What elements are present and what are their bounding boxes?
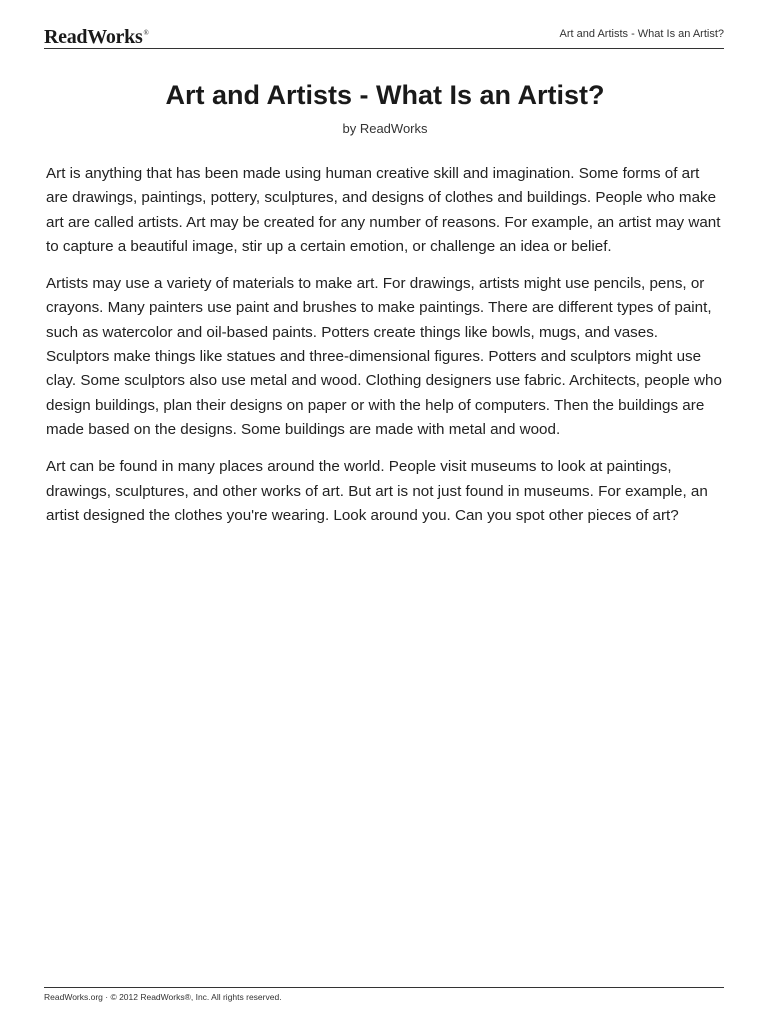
logo-text: ReadWorks xyxy=(44,26,143,48)
article-byline: by ReadWorks xyxy=(342,121,428,136)
page-footer xyxy=(44,987,724,1002)
readworks-logo xyxy=(44,26,148,49)
page-header xyxy=(44,22,724,49)
copyright-notice: ReadWorks.org · © 2012 ReadWorks®, Inc. All rights reserved. xyxy=(44,992,282,1002)
article-body xyxy=(46,162,724,541)
paragraph-1: Art is anything that has been made using human creative skill and imagination. Some forms of art are drawings, paintings, pottery, sculptures, and designs of clothes and buildings. People who make art are called artists. Art may be created for any number of reasons. For example, an artist may want to capture a beautiful image, stir up a certain emotion, or challenge an idea or belief. xyxy=(46,165,721,255)
paragraph-3: Art can be found in many places around the world. People visit museums to look at paintings, drawings, sculptures, and other works of art. But art is not just found in museums. For example, an artist designed the clothes you're wearing. Look around you. Can you spot other pieces of art? xyxy=(46,458,708,524)
running-title: Art and Artists - What Is an Artist? xyxy=(559,28,724,40)
paragraph-2: Artists may use a variety of materials to make art. For drawings, artists might use pencils, pens, or crayons. Many painters use paint and brushes to make paintings. There are different types of paint, such as watercolor and oil-based paints. Potters create things like bowls, mugs, and vases. Sculptors make things like statues and three-dimensional figures. Potters and sculptors might use clay. Some sculptors also use metal and wood. Clothing designers use fabric. Architects, people who design buildings, plan their designs on paper or with the help of computers. Then the buildings are made based on the designs. Some buildings are made with metal and wood. xyxy=(46,275,722,438)
article-title: Art and Artists - What Is an Artist? xyxy=(165,80,605,110)
logo-registered-mark: ® xyxy=(143,29,149,38)
